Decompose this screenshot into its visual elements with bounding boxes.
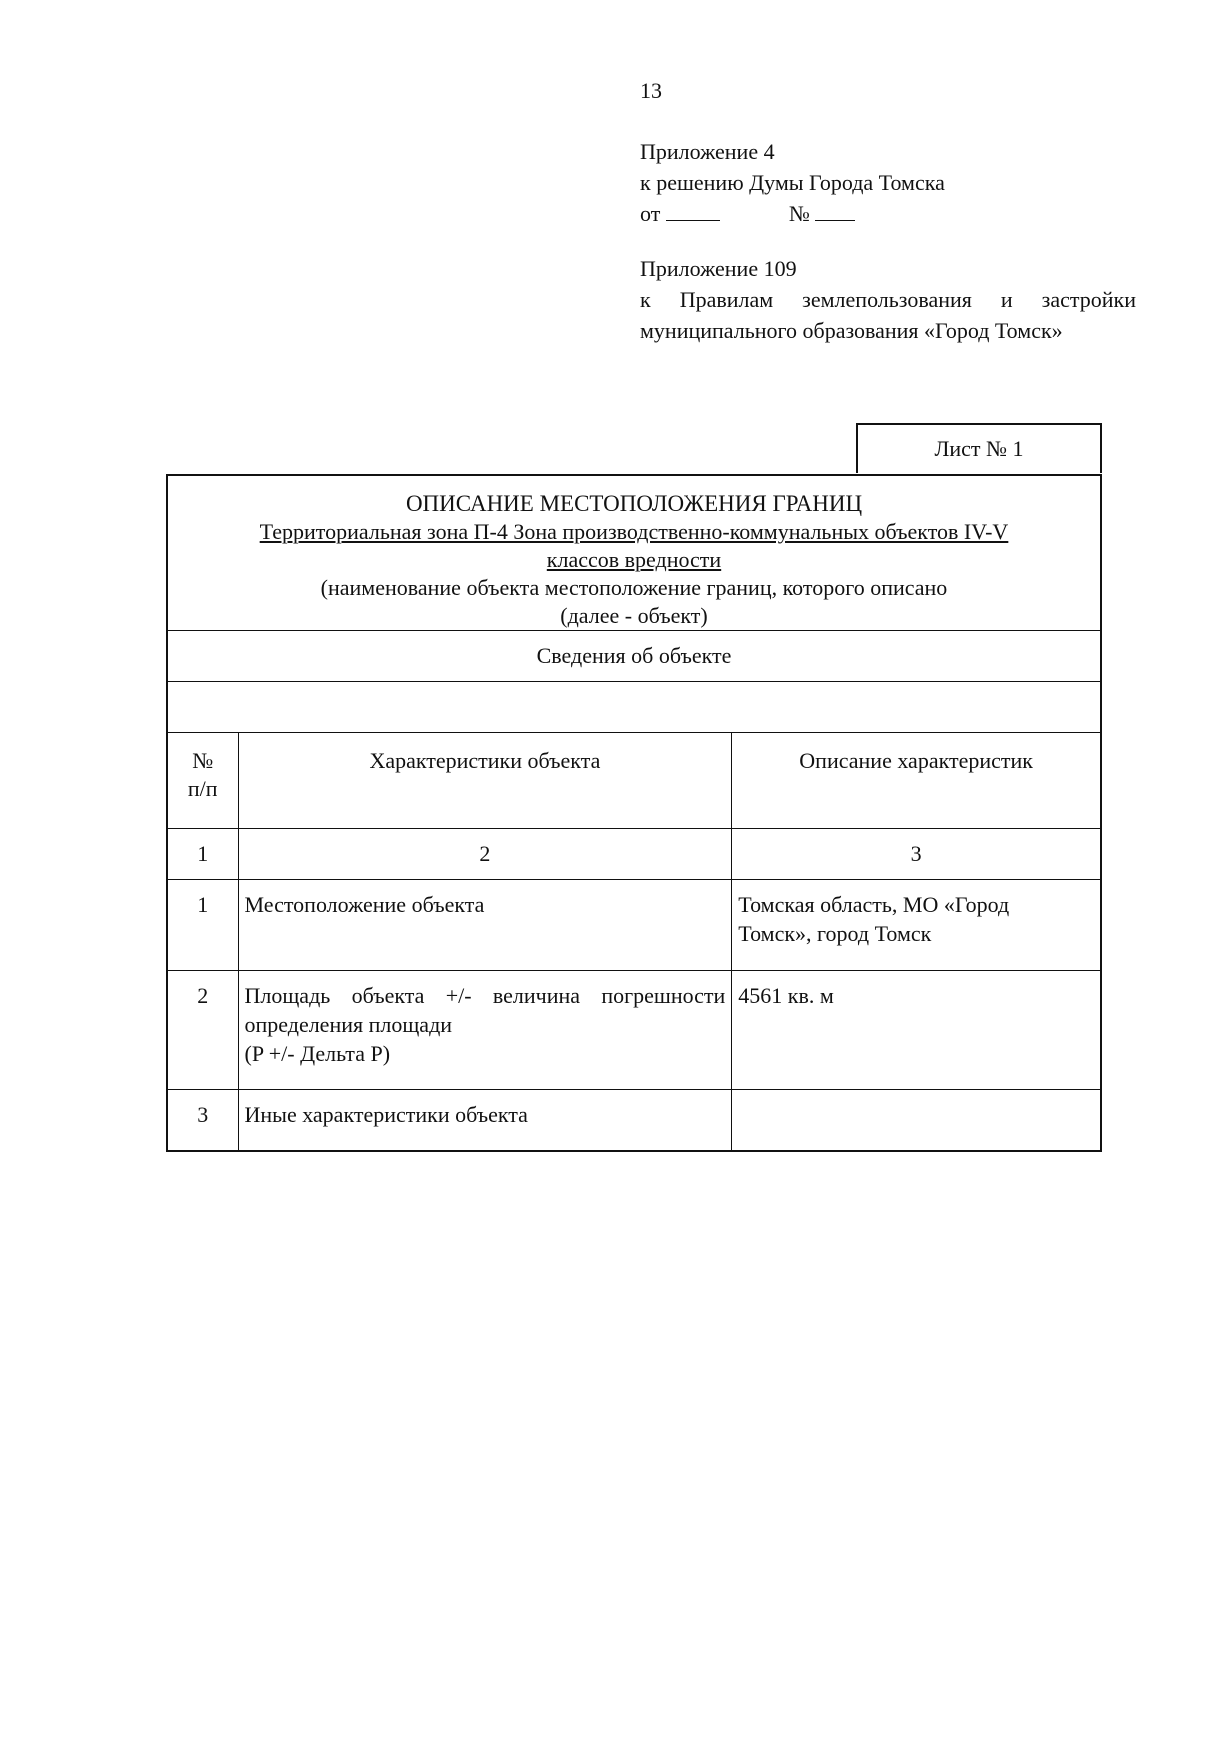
col-no-line-2: п/п [187,776,218,801]
sheet-label: Лист № 1 [934,436,1024,461]
zone-name-line-2: классов вредности [546,547,722,572]
table-row [167,971,1101,1090]
appendix-4-block [640,136,1000,229]
col-no-line-1: № [192,748,214,773]
appendix-109-municipality: муниципального образования «Город Томск» [640,318,1063,343]
row-number: 2 [167,971,238,1090]
column-number-row [167,829,1101,880]
zone-name-line-1: Территориальная зона П-4 Зона производственно-коммунальных объектов IV-V [259,519,1009,544]
row-number: 3 [167,1090,238,1152]
appendix-4-decision: к решению Думы Города Томска [640,170,945,195]
page-number: 13 [640,78,662,103]
row-description [732,1090,1101,1152]
row-characteristic [238,971,732,1090]
row-description-line-2: Томск», город Томск [738,921,932,946]
col-header-characteristics: Характеристики объекта [238,733,732,829]
object-info-title: Сведения об объекте [167,631,1101,682]
empty-row [167,682,1101,733]
column-header-row [167,733,1101,829]
sheet-number-box [856,423,1102,473]
row-characteristic-line-2: определения площади [244,1012,453,1037]
document-title: ОПИСАНИЕ МЕСТОПОЛОЖЕНИЯ ГРАНИЦ [405,491,863,516]
table-header-cell [167,475,1101,631]
row-number: 1 [167,880,238,971]
appendix-109-block [640,253,1136,346]
date-blank [666,200,720,221]
row-characteristic-line-1: Площадь объекта +/- величина погрешности [244,983,726,1008]
caption-line-1: (наименование объекта местоположение границ, которого описано [320,575,948,600]
row-characteristic-line-3: (P +/- Дельта P) [244,1041,391,1066]
col-number-1: 1 [167,829,238,880]
row-characteristic: Иные характеристики объекта [238,1090,732,1152]
caption-line-2: (далее - объект) [560,603,708,628]
col-number-3: 3 [732,829,1101,880]
appendix-109-title: Приложение 109 [640,256,797,281]
number-label: № [788,201,810,226]
table-row [167,1090,1101,1152]
col-header-number [167,733,238,829]
col-header-description: Описание характеристик [732,733,1101,829]
from-label: от [640,201,661,226]
row-characteristic: Местоположение объекта [238,880,732,971]
appendix-4-date-number [640,198,1000,229]
row-description-line-1: Томская область, МО «Город [738,892,1010,917]
row-description: 4561 кв. м [732,971,1101,1090]
table-row [167,880,1101,971]
boundary-description-table [166,474,1102,1152]
appendix-109-rules: к Правилам землепользования и застройки [640,287,1136,312]
row-description [732,880,1101,971]
number-blank [815,200,855,221]
appendix-4-title: Приложение 4 [640,139,775,164]
col-number-2: 2 [238,829,732,880]
